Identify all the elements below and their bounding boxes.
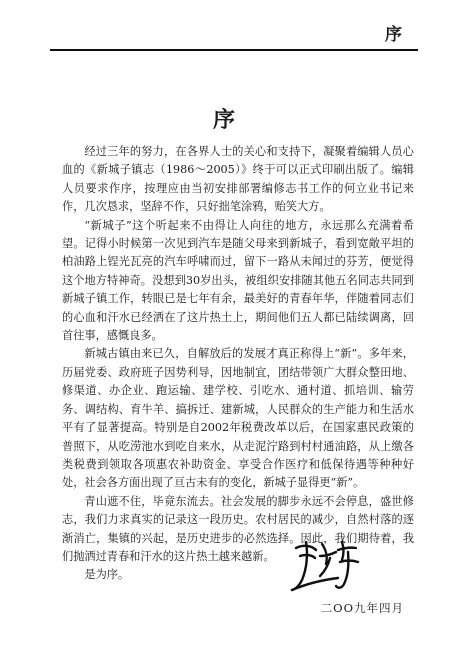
paragraph-4: 青山遮不住，毕竟东流去。社会发展的脚步永远不会停息，盛世修志，我们力求真实的记录这一段历史。农村居民的减少，自然村落的逐渐消亡，集镇的兴起，是历史进步的必然选择。因此，我们期待着，我们抛洒过青春和汗水的这片热土越来越新。	[62, 494, 414, 563]
preface-date: 二OO九年四月	[320, 601, 404, 615]
paragraph-3: 新城古镇由来已久，自解放后的发展才真正称得上“新”。多年来，历届党委、政府班子因势利导，因地制宜，团结带领广大群众整田地、修渠道、办企业、跑运输、建学校、引吃水、通村道、抓培训、输劳务、调结构、育牛羊、搞拆迁、建新城，人民群众的生产能力和生活水平有了显著提高。特别是自2002年税费改革以后，在国家惠民政策的普照下，从吃涝池水到吃自来水，从走泥泞路到村村通油路，从上缴各类税费到领取各项惠农补助资金、享受合作医疗和低保待遇等种种好处，社会各方面出现了亘古未有的变化，新城子显得更“新”。	[62, 347, 414, 490]
header-rule	[50, 49, 418, 51]
paragraph-1: 经过三年的努力，在各界人士的关心和支持下，凝聚着编辑人员心血的《新城子镇志（1986～2005）》终于可以正式印刷出版了。编辑人员要求作序，按理应由当初安排部署编修志书工作的何立业书记来作，几次恳求，坚辞不作，只好拙笔涂鸦，贻笑大方。	[62, 145, 414, 214]
paragraph-2: “新城子”这个听起来不由得让人向往的地方，永远那么充满着希望。记得小时候第一次见到汽车是随父母来到新城子，看到宽敞平坦的柏油路上锃光瓦亮的汽车呼啸而过，留下一路从未闻过的芬芳，便觉得这个地方特神奇。没想到30岁出头，被组织安排随其他五名同志共同到新城子镇工作，转眼已是七年有余，最美好的青春年华，伴随着同志们的心血和汗水已经洒在了这片热土上，期间他们五人都已陆续调离，回首往事，感慨良多。	[62, 218, 414, 343]
handwritten-signature	[286, 534, 366, 594]
preface-body	[62, 143, 414, 585]
running-head-title: 序	[385, 25, 402, 45]
preface-title: 序	[212, 107, 237, 133]
closing-line: 是为序。	[84, 568, 130, 582]
